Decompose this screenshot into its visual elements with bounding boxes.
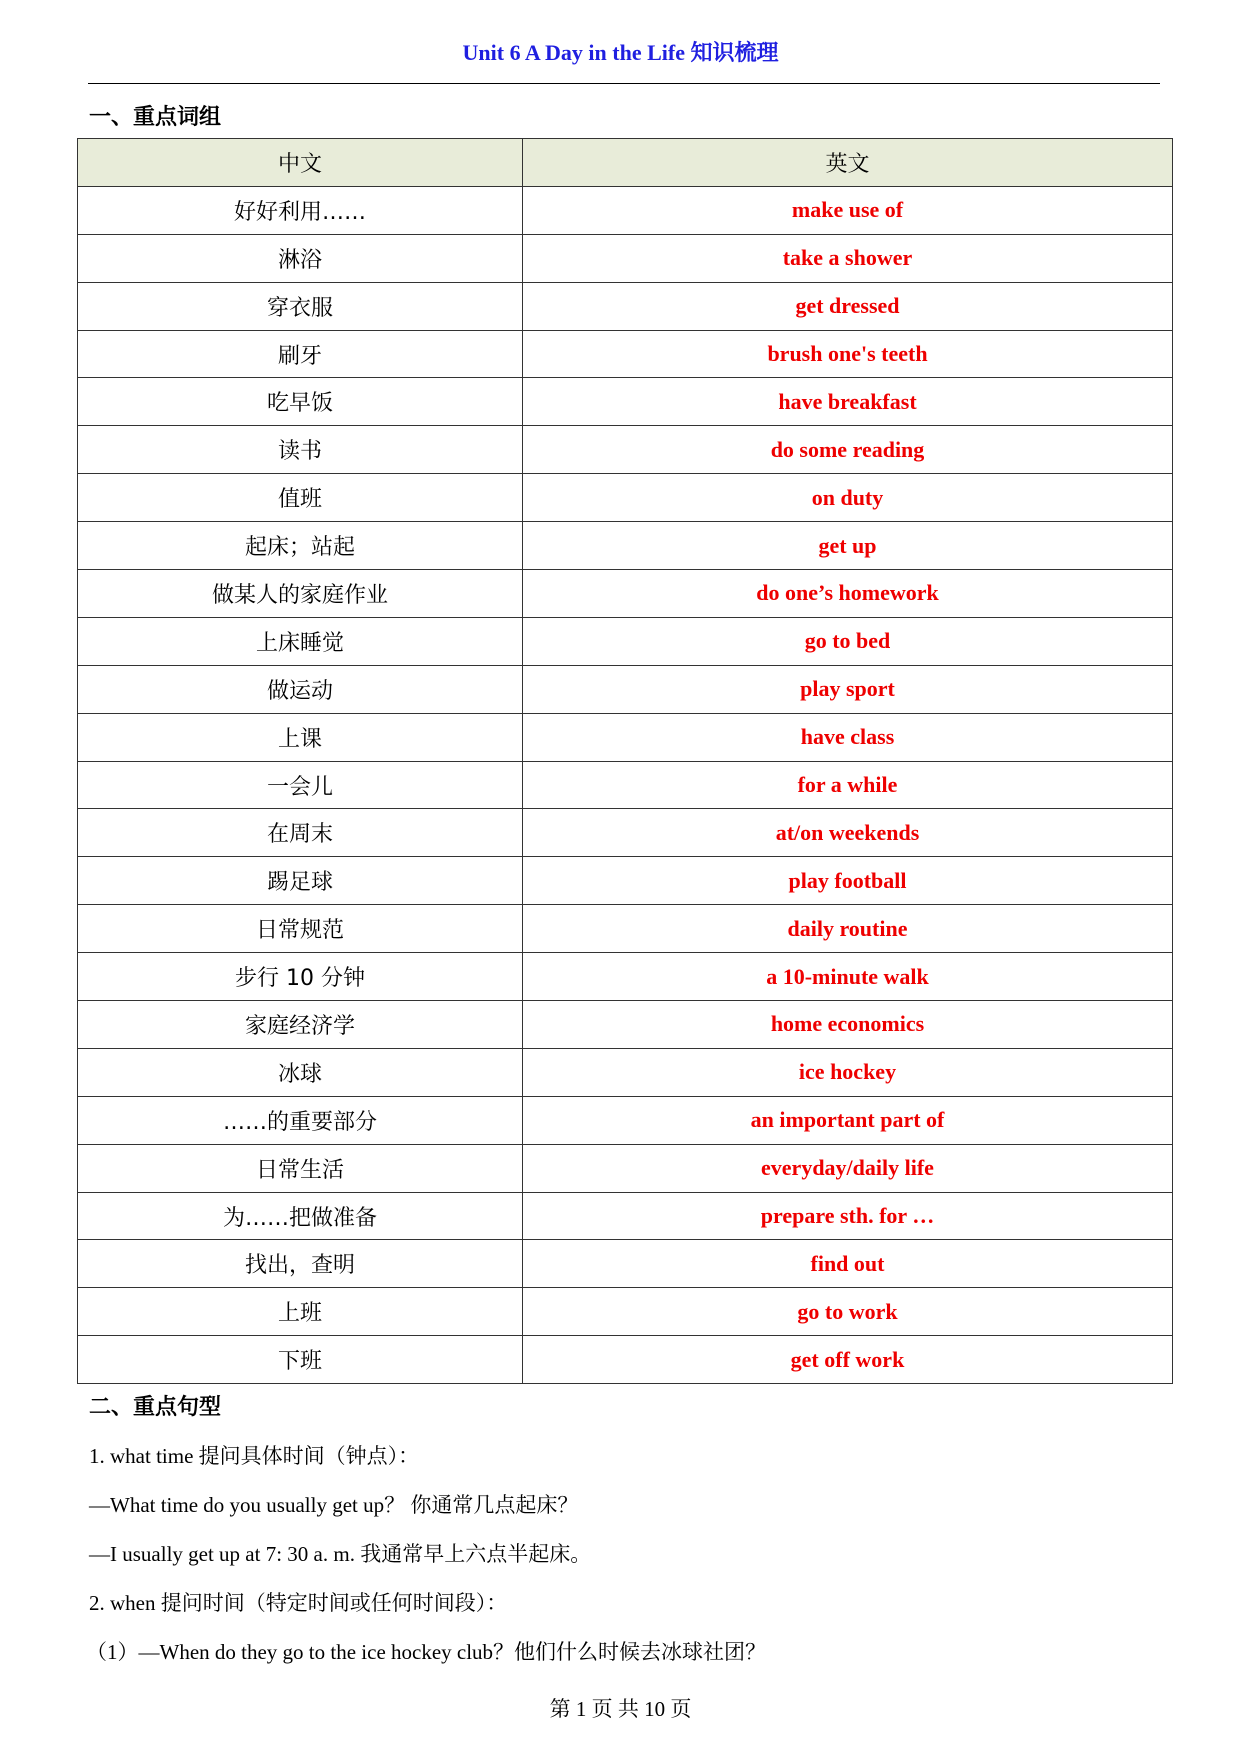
english-phrase-cell: daily routine (523, 905, 1173, 953)
table-row (78, 186, 1173, 234)
english-phrase-cell: get dressed (523, 282, 1173, 330)
table-row (78, 282, 1173, 330)
chinese-phrase-cell: 在周末 (78, 809, 523, 857)
chinese-phrase-cell: 起床；站起 (78, 522, 523, 570)
chinese-phrase-cell: 下班 (78, 1336, 523, 1384)
column-header-english: 英文 (523, 139, 1173, 187)
table-row (78, 1001, 1173, 1049)
table-row (78, 378, 1173, 426)
chinese-phrase-cell: 做运动 (78, 665, 523, 713)
chinese-phrase-cell: 日常生活 (78, 1144, 523, 1192)
table-row (78, 234, 1173, 282)
chinese-phrase-cell: 找出，查明 (78, 1240, 523, 1288)
english-phrase-cell: for a while (523, 761, 1173, 809)
sentence-line: —I usually get up at 7: 30 a. m. 我通常早上六点半起床。 (89, 1542, 592, 1566)
english-phrase-cell: play football (523, 857, 1173, 905)
table-row (78, 1192, 1173, 1240)
english-phrase-cell: do some reading (523, 426, 1173, 474)
chinese-phrase-cell: 吃早饭 (78, 378, 523, 426)
english-phrase-cell: on duty (523, 474, 1173, 522)
english-phrase-cell: an important part of (523, 1096, 1173, 1144)
table-row (78, 809, 1173, 857)
table-row (78, 1096, 1173, 1144)
english-phrase-cell: have breakfast (523, 378, 1173, 426)
chinese-phrase-cell: 一会儿 (78, 761, 523, 809)
table-row (78, 665, 1173, 713)
english-phrase-cell: take a shower (523, 234, 1173, 282)
english-phrase-cell: ice hockey (523, 1048, 1173, 1096)
chinese-phrase-cell: 值班 (78, 474, 523, 522)
english-phrase-cell: prepare sth. for … (523, 1192, 1173, 1240)
english-phrase-cell: have class (523, 713, 1173, 761)
table-header-row (78, 139, 1173, 187)
english-phrase-cell: go to bed (523, 617, 1173, 665)
english-phrase-cell: go to work (523, 1288, 1173, 1336)
table-row (78, 905, 1173, 953)
chinese-phrase-cell: 上课 (78, 713, 523, 761)
header-divider (88, 83, 1160, 84)
table-row (78, 570, 1173, 618)
table-row (78, 761, 1173, 809)
table-row (78, 617, 1173, 665)
page-number: 第 1 页 共 10 页 (549, 1697, 692, 1721)
sentence-line: —What time do you usually get up？ 你通常几点起床？ (89, 1493, 579, 1517)
table-row (78, 522, 1173, 570)
table-row (78, 1240, 1173, 1288)
english-phrase-cell: a 10-minute walk (523, 953, 1173, 1001)
chinese-phrase-cell: 上班 (78, 1288, 523, 1336)
section-heading-phrases: 一、重点词组 (89, 104, 222, 130)
document-title: Unit 6 A Day in the Life 知识梳理 (462, 40, 779, 65)
chinese-phrase-cell: 踢足球 (78, 857, 523, 905)
chinese-phrase-cell: 为……把做准备 (78, 1192, 523, 1240)
phrase-table (77, 138, 1173, 1384)
english-phrase-cell: do one’s homework (523, 570, 1173, 618)
chinese-phrase-cell: 步行 10 分钟 (78, 953, 523, 1001)
table-row (78, 1144, 1173, 1192)
chinese-phrase-cell: 淋浴 (78, 234, 523, 282)
table-row (78, 953, 1173, 1001)
english-phrase-cell: everyday/daily life (523, 1144, 1173, 1192)
chinese-phrase-cell: 上床睡觉 (78, 617, 523, 665)
chinese-phrase-cell: 好好利用…… (78, 186, 523, 234)
chinese-phrase-cell: 读书 (78, 426, 523, 474)
english-phrase-cell: home economics (523, 1001, 1173, 1049)
chinese-phrase-cell: 做某人的家庭作业 (78, 570, 523, 618)
table-row (78, 1336, 1173, 1384)
english-phrase-cell: get off work (523, 1336, 1173, 1384)
sentence-line: 2. when 提问时间（特定时间或任何时间段）： (89, 1591, 508, 1615)
column-header-chinese: 中文 (78, 139, 523, 187)
section-heading-sentences: 二、重点句型 (89, 1394, 222, 1420)
table-row (78, 1288, 1173, 1336)
chinese-phrase-cell: 穿衣服 (78, 282, 523, 330)
english-phrase-cell: brush one's teeth (523, 330, 1173, 378)
table-row (78, 1048, 1173, 1096)
table-row (78, 330, 1173, 378)
table-row (78, 713, 1173, 761)
chinese-phrase-cell: 家庭经济学 (78, 1001, 523, 1049)
chinese-phrase-cell: 冰球 (78, 1048, 523, 1096)
chinese-phrase-cell: ……的重要部分 (78, 1096, 523, 1144)
english-phrase-cell: play sport (523, 665, 1173, 713)
english-phrase-cell: make use of (523, 186, 1173, 234)
chinese-phrase-cell: 刷牙 (78, 330, 523, 378)
english-phrase-cell: get up (523, 522, 1173, 570)
sentence-line: （1）—When do they go to the ice hockey club？他们什么时候去冰球社团？ (86, 1640, 767, 1664)
table-row (78, 426, 1173, 474)
sentence-line: 1. what time 提问具体时间（钟点）： (89, 1444, 420, 1468)
table-row (78, 857, 1173, 905)
english-phrase-cell: find out (523, 1240, 1173, 1288)
english-phrase-cell: at/on weekends (523, 809, 1173, 857)
table-row (78, 474, 1173, 522)
chinese-phrase-cell: 日常规范 (78, 905, 523, 953)
